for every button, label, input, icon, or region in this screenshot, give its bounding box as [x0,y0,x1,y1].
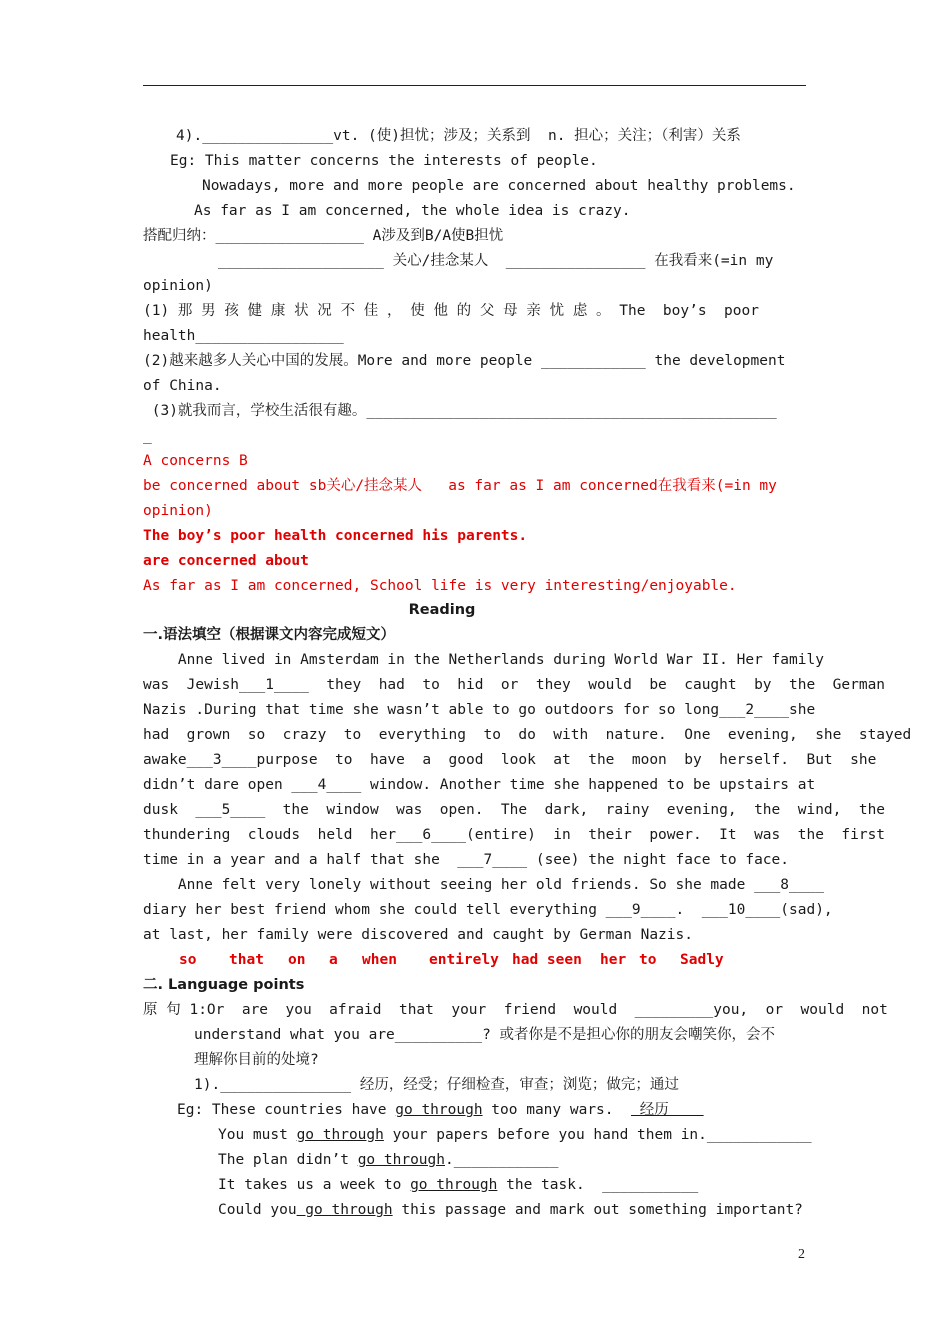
phrase-underlined: go through [296,1202,393,1218]
collocation-line: ___________________ 关心/挂念某人 ________________ 在我看来(=in my [218,253,774,269]
example-text: . [445,1152,454,1168]
answer-word: that [229,952,264,968]
answer-word: to [639,952,657,968]
exercise-line: (3)就我而言，学校生活很有趣。_______________________________________________ [143,403,777,419]
section-title-reading: Reading [408,602,476,618]
section-heading: 一.语法填空（根据课文内容完成短文） [143,627,396,643]
phrase-underlined: go through [296,1127,384,1143]
phrase-underlined: go through [395,1102,483,1118]
answer-line: be concerned about sb关心/挂念某人 as far as I am concerned在我看来(=in my [143,478,777,494]
passage-line: dusk ___5____ the window was open. The dark, rainy evening, the wind, the [143,802,886,818]
example-line: Eg: This matter concerns the interests of people. [170,153,598,169]
passage-line: was Jewish___1____ they had to hid or they would be caught by the German [143,677,886,693]
example-text: your papers before you hand them in. [383,1127,707,1143]
answer-key-row [143,948,806,973]
example-text: this passage and mark out something important? [392,1202,803,1218]
answer-word: a [329,952,338,968]
exercise-line: (2)越来越多人关心中国的发展。More and more people ____________ the development [143,353,786,369]
passage-line: didn’t dare open ___4____ window. Another time she happened to be upstairs at [143,777,816,793]
example-text: the task. [497,1177,603,1193]
collocation-line: 搭配归纳：_________________ A涉及到B/A使B担忧 [143,228,504,244]
answer-blank: ____________ [453,1152,559,1168]
exercise-line: of China. [143,378,222,394]
meaning-answer: 经历 [630,1102,704,1118]
section-heading: 二. Language points [143,977,305,993]
answer-line: opinion) [143,503,213,519]
answer-line: As far as I am concerned, School life is very interesting/enjoyable. [143,578,737,594]
answer-word: Sadly [680,952,724,968]
page-number: 2 [798,1247,805,1262]
example-text: too many wars. [482,1102,631,1118]
example-line [218,1123,812,1148]
answer-word: had seen [512,952,582,968]
passage-line: Nazis .During that time she wasn’t able to go outdoors for so long___2____she [143,702,816,718]
original-sentence-line: 原 句 1:Or are you afraid that your friend would _________you, or would not [143,1002,888,1018]
passage-line: thundering clouds held her___6____(entire) in their power. It was the first [143,827,886,843]
phrase-underlined: go through [357,1152,445,1168]
passage-line: awake___3____purpose to have a good look at the moon by herself. But she [143,752,877,768]
example-text: You must [218,1127,297,1143]
collocation-line: opinion) [143,278,213,294]
passage-line: diary her best friend whom she could tell everything ___9____. ___10____(sad), [143,902,833,918]
answer-word: her [600,952,627,968]
example-line [218,1148,806,1173]
answer-line: are concerned about [143,553,309,569]
example-line: As far as I am concerned, the whole idea is crazy. [194,203,631,219]
exercise-line: (1) 那 男 孩 健 康 状 况 不 佳 ， 使 他 的 父 母 亲 忧 虑 。 The boy’s poor [143,303,759,319]
go-through-definition: 1)._______________ 经历，经受；仔细检查，审查；浏览；做完；通过 [194,1077,679,1093]
passage-line: Anne lived in Amsterdam in the Netherlands during World War II. Her family [143,652,824,668]
example-text: Eg: These countries have [177,1102,396,1118]
phrase-underlined: go through [410,1177,498,1193]
answer-word: on [288,952,306,968]
answer-word: when [362,952,397,968]
answer-word: entirely [429,952,499,968]
example-text: Could you [218,1202,297,1218]
header-rule [143,85,806,86]
exercise-line: _ [143,428,152,444]
exercise-line: health_________________ [143,328,344,344]
passage-line: time in a year and a half that she ___7____ (see) the night face to face. [143,852,790,868]
answer-blank: ____________ [706,1127,812,1143]
original-sentence-line: 理解你目前的处境? [194,1052,319,1068]
example-line [218,1173,806,1198]
example-text: The plan didn’t [218,1152,358,1168]
example-line [177,1098,806,1123]
concern-definition: 4)._______________vt. (使)担忧；涉及；关系到 n. 担心；关注；（利害）关系 [176,128,741,144]
answer-line: A concerns B [143,453,248,469]
original-sentence-line: understand what you are__________? 或者你是不是担心你的朋友会嘲笑你，会不 [194,1027,776,1043]
passage-line: Anne felt very lonely without seeing her old friends. So she made ___8____ [143,877,824,893]
passage-line: at last, her family were discovered and caught by German Nazis. [143,927,693,943]
example-line [218,1198,806,1223]
example-line: Nowadays, more and more people are concerned about healthy problems. [202,178,796,194]
passage-line: had grown so crazy to everything to do with nature. One evening, she stayed [143,727,912,743]
answer-word: so [179,952,197,968]
example-text: It takes us a week to [218,1177,411,1193]
answer-line: The boy’s poor health concerned his parents. [143,528,528,544]
answer-blank: ___________ [602,1177,699,1193]
